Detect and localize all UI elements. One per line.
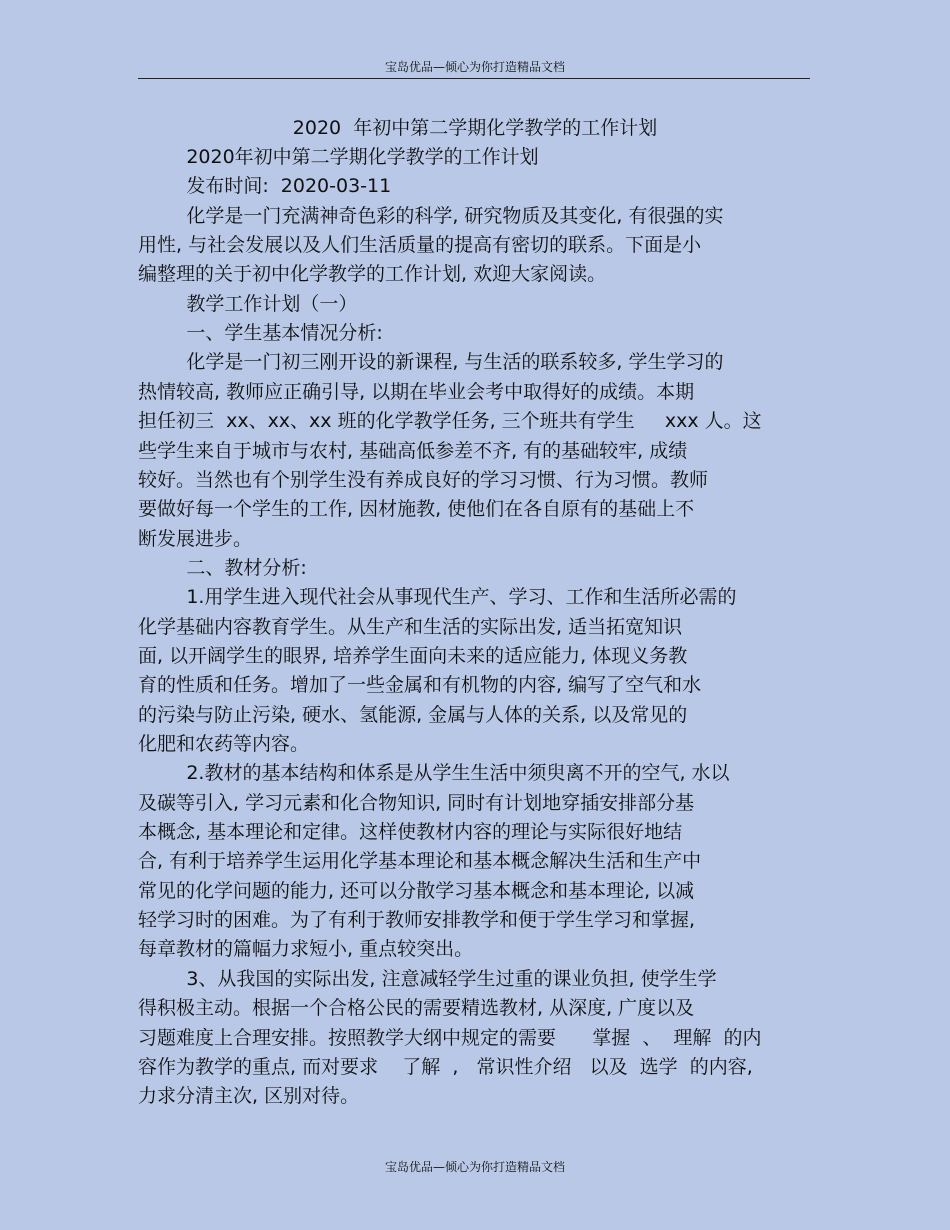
text-line: 化学基础内容教育学生。从生产和生活的实际出发, 适当拓宽知识 bbox=[138, 615, 683, 638]
text-line: 常见的化学问题的能力, 还可以分散学习基本概念和基本理论, 以减 bbox=[138, 879, 695, 902]
page-footer: 宝岛优品—倾心为你打造精品文档 bbox=[384, 1160, 565, 1174]
text-line: 3、从我国的实际出发, 注意减轻学生过重的课业负担, 使学生学 bbox=[138, 967, 717, 990]
text-line: 较好。当然也有个别学生没有养成良好的学习习惯、行为习惯。教师 bbox=[138, 468, 709, 491]
text-line: 及碳等引入, 学习元素和化合物知识, 同时有计划地穿插安排部分基 bbox=[138, 791, 695, 814]
text-line: 担任初三 xx、xx、xx 班的化学教学任务, 三个班共有学生 xxx 人。这 bbox=[138, 410, 762, 433]
text-line: 化肥和农药等内容。 bbox=[138, 733, 310, 755]
text-line: 热情较高, 教师应正确引导, 以期在毕业会考中取得好的成绩。本期 bbox=[138, 380, 695, 403]
text-line: 二、教材分析: bbox=[138, 556, 307, 579]
text-line: 用性, 与社会发展以及人们生活质量的提高有密切的联系。下面是小 bbox=[138, 234, 702, 257]
text-line: 本概念, 基本理论和定律。这样使教材内容的理论与实际很好地结 bbox=[138, 821, 683, 844]
text-line: 1.用学生进入现代社会从事现代生产、学习、工作和生活所必需的 bbox=[138, 586, 737, 609]
text-line: 合, 有利于培养学生运用化学基本理论和基本概念解决生活和生产中 bbox=[138, 850, 702, 873]
text-line: 化学是一门初三刚开设的新课程, 与生活的联系较多, 学生学习的 bbox=[138, 351, 724, 374]
text-line: 面, 以开阔学生的眼界, 培养学生面向未来的适应能力, 体现义务教 bbox=[138, 644, 688, 667]
header-text: 宝岛优品—倾心为你打造精品文档 bbox=[384, 60, 565, 74]
text-line: 发布时间: 2020-03-11 bbox=[138, 175, 392, 198]
text-line: 断发展进步。 bbox=[138, 527, 253, 550]
text-line: 编整理的关于初中化学教学的工作计划, 欢迎大家阅读。 bbox=[138, 263, 607, 286]
text-line: 教学工作计划（一） bbox=[138, 292, 358, 315]
text-line: 一、学生基本情况分析: bbox=[138, 322, 383, 345]
text-line: 2.教材的基本结构和体系是从学生生活中须臾离不开的空气, 水以 bbox=[138, 762, 730, 785]
text-line: 得积极主动。根据一个合格公民的需要精选教材, 从深度, 广度以及 bbox=[138, 997, 695, 1020]
document-title: 2020 年初中第二学期化学教学的工作计划 bbox=[292, 117, 658, 139]
text-line: 要做好每一个学生的工作, 因材施教, 使他们在各自原有的基础上不 bbox=[138, 498, 695, 521]
text-line: 轻学习时的困难。为了有利于教师安排教学和便于学生学习和掌握, bbox=[138, 909, 696, 932]
text-line: 2020年初中第二学期化学教学的工作计划 bbox=[138, 146, 539, 168]
text-line: 的污染与防止污染, 硬水、氢能源, 金属与人体的关系, 以及常见的 bbox=[138, 703, 688, 726]
text-line: 力求分清主次, 区别对待。 bbox=[138, 1085, 360, 1108]
text-line: 育的性质和任务。增加了一些金属和有机物的内容, 编写了空气和水 bbox=[138, 674, 702, 697]
text-line: 习题难度上合理安排。按照教学大纲中规定的需要 掌握 、 理解 的内 bbox=[138, 1026, 762, 1049]
text-line: 容作为教学的重点, 而对要求 了解 , 常识性介绍 以及 选学 的内容, bbox=[138, 1055, 753, 1078]
header-divider bbox=[138, 78, 810, 79]
text-line: 每章教材的篇幅力求短小, 重点较突出。 bbox=[138, 938, 474, 961]
text-line: 些学生来自于城市与农村, 基础高低参差不齐, 有的基础较牢, 成绩 bbox=[138, 439, 688, 462]
text-line: 化学是一门充满神奇色彩的科学, 研究物质及其变化, 有很强的实 bbox=[138, 204, 724, 227]
